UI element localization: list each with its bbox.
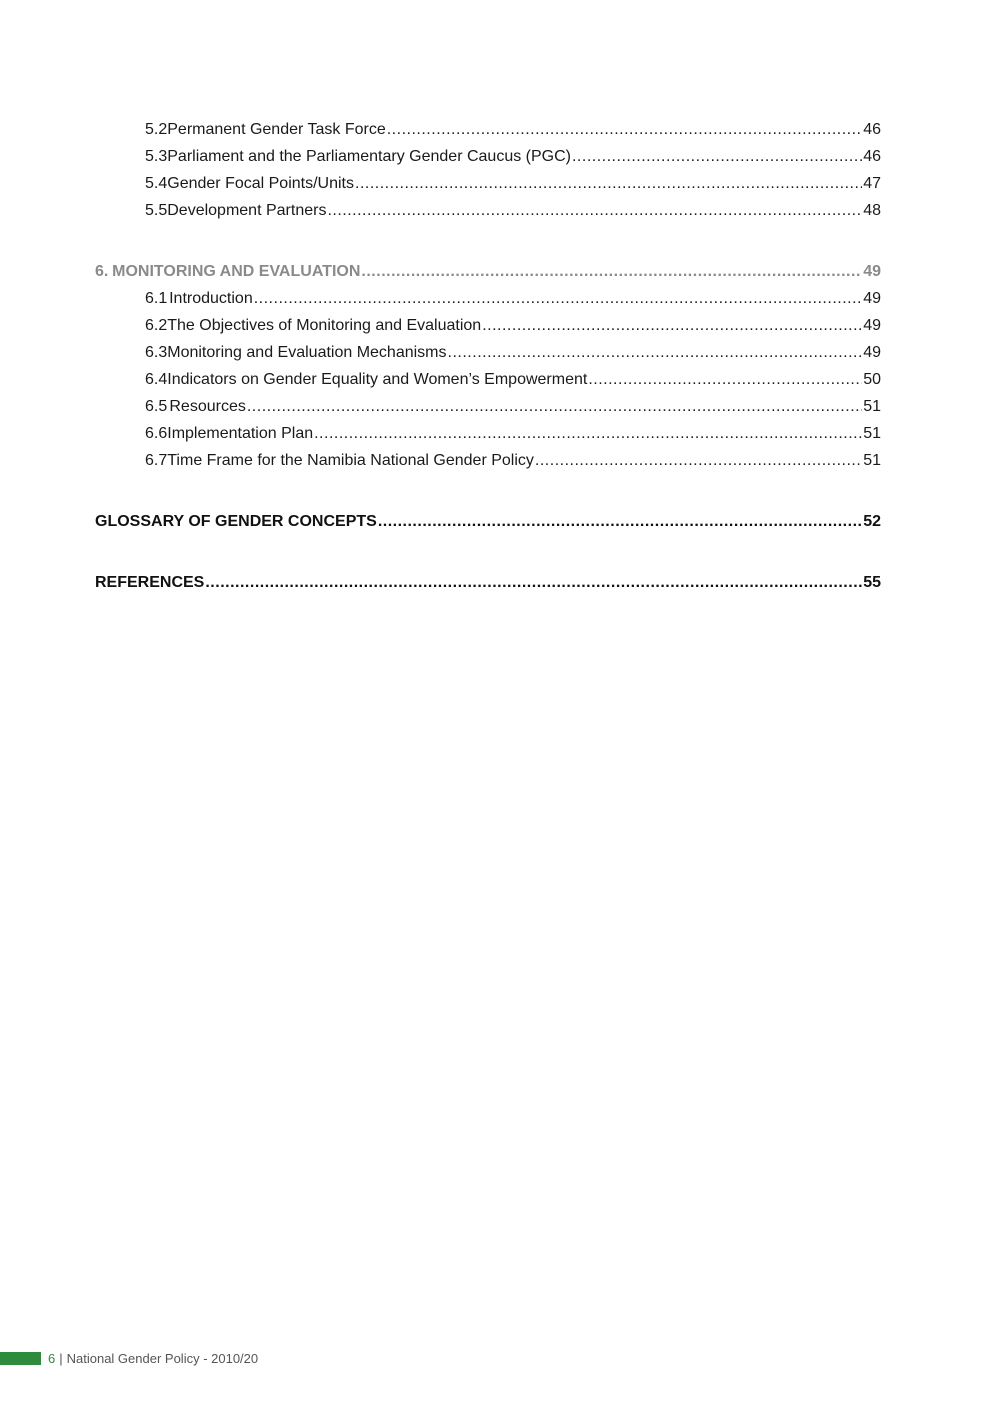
toc-entry-page: 46: [863, 148, 881, 165]
toc-entry-number: 6.3: [145, 344, 168, 361]
footer-page-number: 6: [48, 1351, 56, 1366]
dot-leader: [588, 370, 862, 390]
toc-entry-title: Indicators on Gender Equality and Women’s Empowerment: [167, 371, 588, 388]
toc-glossary-page: 52: [863, 513, 881, 530]
toc-entry-number: 5.3: [145, 148, 168, 165]
toc-entry-number: 6.5: [145, 398, 168, 415]
dot-leader: [482, 316, 862, 336]
toc-references-page: 55: [863, 574, 881, 591]
toc-glossary-title: GLOSSARY OF GENDER CONCEPTS: [95, 513, 377, 530]
toc-chapter-6[interactable]: [95, 262, 881, 282]
toc-entry-title: Development Partners: [167, 202, 327, 219]
footer-accent-bar: [0, 1352, 41, 1365]
toc-entry-5-2[interactable]: [145, 120, 881, 140]
footer-separator: |: [59, 1351, 63, 1366]
page-footer: [0, 1351, 258, 1366]
toc-entry-title: Introduction: [169, 290, 253, 307]
toc-references-title: REFERENCES: [95, 574, 205, 591]
toc-entry-title: Monitoring and Evaluation Mechanisms: [167, 344, 447, 361]
toc-entry-number: 6.7: [145, 452, 168, 469]
toc-entry-page: 51: [863, 398, 881, 415]
dot-leader: [387, 120, 862, 140]
dot-leader: [535, 451, 862, 471]
toc-glossary[interactable]: [95, 512, 881, 532]
dot-leader: [327, 201, 862, 221]
dot-leader: [361, 262, 862, 282]
toc-entry-number: 6.2: [145, 317, 168, 334]
toc-entry-title: Gender Focal Points/Units: [167, 175, 354, 192]
toc-entry-title: Resources: [169, 398, 246, 415]
toc-entry-title: The Objectives of Monitoring and Evaluation: [167, 317, 482, 334]
toc-entry-title: Parliament and the Parliamentary Gender Caucus (PGC): [167, 148, 571, 165]
toc-entry-page: 51: [863, 425, 881, 442]
toc-references[interactable]: [95, 573, 881, 593]
dot-leader: [572, 147, 862, 167]
toc-entry-6-2[interactable]: [145, 316, 881, 336]
toc-entry-number: 5.4: [145, 175, 168, 192]
toc-entry-6-6[interactable]: [145, 424, 881, 444]
toc-entry-page: 48: [863, 202, 881, 219]
toc-entry-page: 49: [863, 344, 881, 361]
toc-entry-title: Permanent Gender Task Force: [167, 121, 386, 138]
toc-entry-6-5[interactable]: [145, 397, 881, 417]
toc-entry-6-3[interactable]: [145, 343, 881, 363]
toc-entry-page: 49: [863, 317, 881, 334]
toc-chapter-page: 49: [863, 263, 881, 280]
toc-entry-5-3[interactable]: [145, 147, 881, 167]
toc-entry-title: Time Frame for the Namibia National Gender Policy: [167, 452, 534, 469]
toc-entry-5-4[interactable]: [145, 174, 881, 194]
dot-leader: [314, 424, 862, 444]
toc-entry-6-1[interactable]: [145, 289, 881, 309]
toc-entry-page: 49: [863, 290, 881, 307]
toc-entry-6-4[interactable]: [145, 370, 881, 390]
toc-entry-number: 5.2: [145, 121, 168, 138]
toc-entry-number: 6.4: [145, 371, 168, 388]
dot-leader: [378, 512, 862, 532]
dot-leader: [247, 397, 862, 417]
dot-leader: [355, 174, 862, 194]
toc-entry-page: 47: [863, 175, 881, 192]
dot-leader: [254, 289, 862, 309]
toc-chapter-title: MONITORING AND EVALUATION: [112, 263, 361, 280]
toc-entry-title: Implementation Plan: [167, 425, 314, 442]
toc-entry-6-7[interactable]: [145, 451, 881, 471]
toc-entry-page: 50: [863, 371, 881, 388]
toc-entry-number: 5.5: [145, 202, 168, 219]
toc-chapter-number: 6.: [95, 263, 109, 280]
dot-leader: [448, 343, 863, 363]
dot-leader: [205, 573, 862, 593]
toc-entry-number: 6.1: [145, 290, 168, 307]
toc-entry-page: 46: [863, 121, 881, 138]
toc-entry-page: 51: [863, 452, 881, 469]
toc-entry-number: 6.6: [145, 425, 168, 442]
footer-text: National Gender Policy - 2010/20: [66, 1351, 259, 1366]
toc-entry-5-5[interactable]: [145, 201, 881, 221]
